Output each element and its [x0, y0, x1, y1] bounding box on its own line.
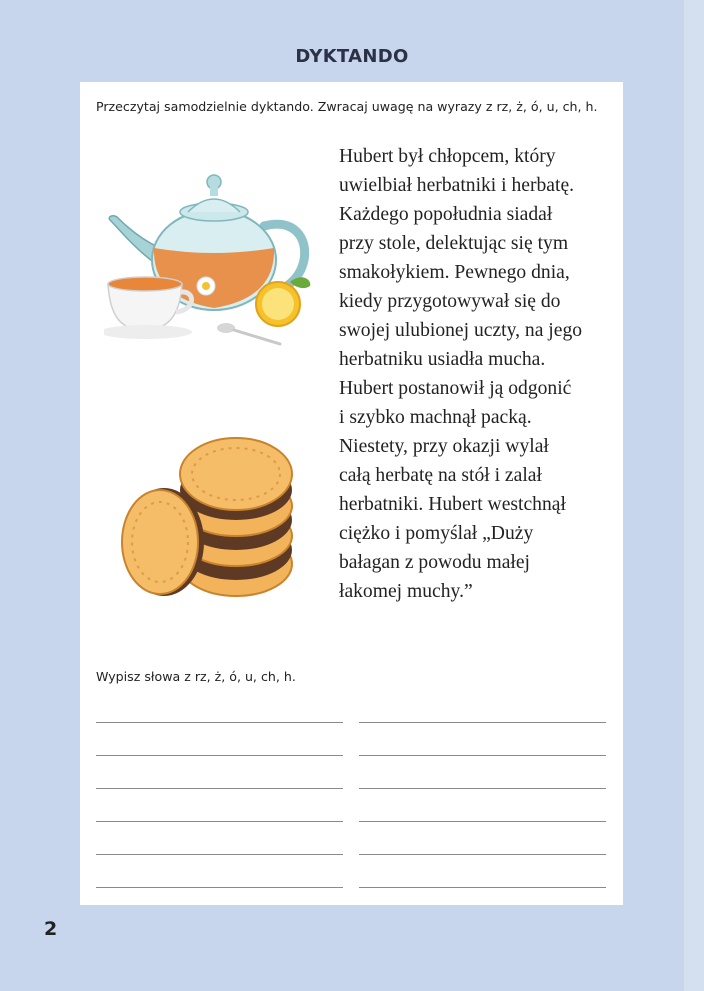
writing-line[interactable]: [96, 788, 343, 789]
story-line: łakomej muchy.”: [339, 581, 473, 602]
teapot-illustration: [104, 168, 316, 348]
writing-line[interactable]: [96, 887, 343, 888]
story-line: Niestety, przy okazji wylał: [339, 436, 549, 457]
writing-line[interactable]: [96, 854, 343, 855]
task-instruction: Wypisz słowa z rz, ż, ó, u, ch, h.: [96, 669, 296, 684]
cookies-illustration: [120, 424, 300, 604]
story-line: Każdego popołudnia siadał: [339, 204, 553, 225]
story-line: całą herbatę na stół i zalał: [339, 465, 542, 486]
worksheet-card: [80, 82, 623, 905]
writing-line[interactable]: [359, 821, 606, 822]
writing-line[interactable]: [96, 755, 343, 756]
writing-line[interactable]: [96, 821, 343, 822]
story-line: bałagan z powodu małej: [339, 552, 530, 573]
page-number: 2: [44, 918, 58, 940]
writing-line[interactable]: [359, 722, 606, 723]
page-title: DYKTANDO: [295, 46, 409, 67]
story-text: [339, 142, 619, 606]
writing-line[interactable]: [359, 788, 606, 789]
story-line: smakołykiem. Pewnego dnia,: [339, 262, 570, 283]
story-line: Hubert był chłopcem, który: [339, 146, 556, 167]
instruction-text: Przeczytaj samodzielnie dyktando. Zwracaj uwagę na wyrazy z rz, ż, ó, u, ch, h.: [96, 99, 598, 114]
story-line: i szybko machnął packą.: [339, 407, 532, 428]
story-line: ciężko i pomyślał „Duży: [339, 523, 534, 544]
story-line: przy stole, delektując się tym: [339, 233, 569, 254]
story-line: swojej ulubionej uczty, na jego: [339, 320, 583, 341]
writing-line[interactable]: [359, 887, 606, 888]
writing-line[interactable]: [359, 854, 606, 855]
story-line: Hubert postanowił ją odgonić: [339, 378, 572, 399]
page-edge: [684, 0, 704, 991]
story-line: uwielbiał herbatniki i herbatę.: [339, 175, 575, 196]
story-line: kiedy przygotowywał się do: [339, 291, 561, 312]
writing-line[interactable]: [359, 755, 606, 756]
story-line: herbatniki. Hubert westchnął: [339, 494, 566, 515]
story-line: herbatniku usiadła mucha.: [339, 349, 546, 370]
writing-line[interactable]: [96, 722, 343, 723]
